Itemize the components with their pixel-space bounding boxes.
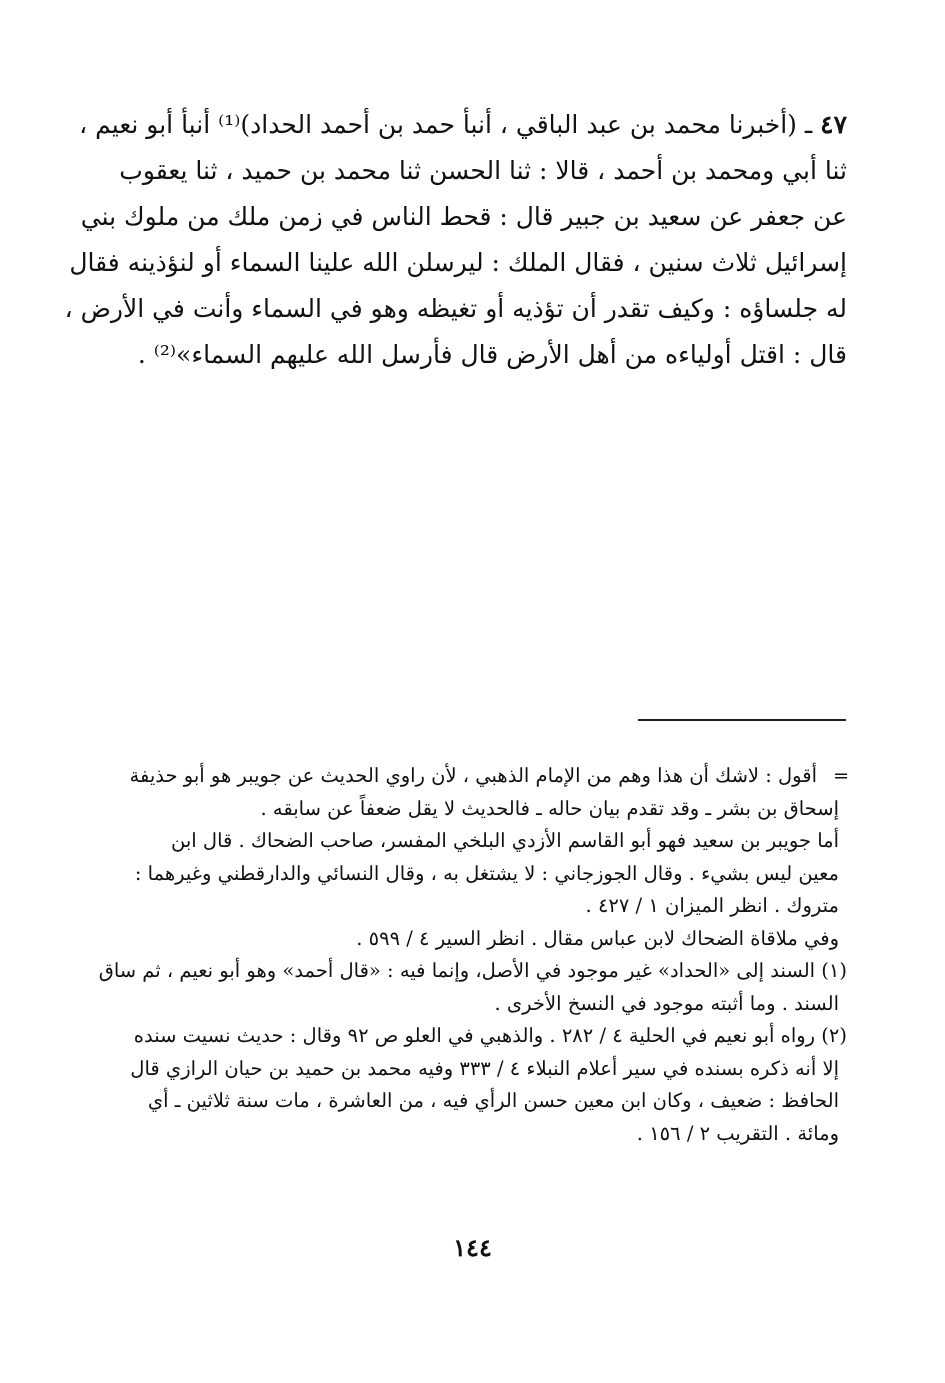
footnote-line: معين ليس بشيء . وقال الجوزجاني : لا يشتغل به ، وقال النسائي والدارقطني وغيرهما : <box>134 861 839 885</box>
hadith-line-text: ـ (أخبرنا محمد بن عبد الباقي ، أنبأ حمد بن أحمد الحداد)⁽¹⁾ أنبأ أبو نعيم ، <box>79 110 813 139</box>
hadith-line <box>79 102 847 148</box>
footnote-line: إسحاق بن بشر ـ وقد تقدم بيان حاله ـ فالحديث لا يقل ضعفاً عن سابقه . <box>260 796 839 820</box>
footnote-line: ومائة . التقريب ٢ / ١٥٦ . <box>636 1121 839 1145</box>
footnote-line: إلا أنه ذكره بسنده في سير أعلام النبلاء ٤ / ٣٣٣ وفيه محمد بن حميد بن حيان الرازي قال <box>130 1056 839 1080</box>
footnote-line: الحافظ : ضعيف ، وكان ابن معين حسن الرأي فيه ، من العاشرة ، مات سنة ثلاثين ـ أي <box>147 1089 839 1112</box>
footnote-line: السند . وما أثبته موجود في النسخ الأخرى . <box>494 991 839 1015</box>
footnote-line: وفي ملاقاة الضحاك لابن عباس مقال . انظر السير ٤ / ٥٩٩ . <box>356 926 839 950</box>
footnote-line: أما جويبر بن سعيد فهو أبو القاسم الأزدي البلخي المفسر، صاحب الضحاك . قال ابن <box>171 829 839 852</box>
footnotes <box>95 760 847 1150</box>
hadith-line: قال : اقتل أولياءه من أهل الأرض قال فأرسل الله عليهم السماء»⁽²⁾ . <box>137 340 847 369</box>
hadith-line: عن جعفر عن سعيد بن جبير قال : قحط الناس في زمن ملك من ملوك بني <box>80 202 847 231</box>
footnote-continuation <box>95 760 847 955</box>
hadith-line: له جلساؤه : وكيف تقدر أن تؤذيه أو تغيظه وهو في السماء وأنت في الأرض ، <box>64 294 847 323</box>
hadith-text <box>64 102 847 378</box>
footnote-2 <box>95 1020 847 1150</box>
footnote-line: متروك . انظر الميزان ١ / ٤٢٧ . <box>585 894 839 917</box>
footnote-line: (٢) رواه أبو نعيم في الحلية ٤ / ٢٨٢ . والذهبي في العلو ص ٩٢ وقال : حديث نسيت سنده <box>133 1024 847 1047</box>
page-number: ١٤٤ <box>453 1233 492 1262</box>
footnote-separator <box>638 719 846 721</box>
footnote-1 <box>95 955 847 1020</box>
continuation-mark: = <box>833 765 849 787</box>
hadith-line: إسرائيل ثلاث سنين ، فقال الملك : ليرسلن الله علينا السماء أو لنؤذينه فقال <box>69 248 847 277</box>
hadith-line: ثنا أبي ومحمد بن أحمد ، قالا : ثنا الحسن ثنا محمد بن حميد ، ثنا يعقوب <box>119 156 847 185</box>
hadith-number: ٤٧ <box>820 110 847 139</box>
footnote-line: أقول : لاشك أن هذا وهم من الإمام الذهبي ، لأن راوي الحديث عن جويبر هو أبو حذيفة <box>129 764 817 787</box>
footnote-line: (١) السند إلى «الحداد» غير موجود في الأصل، وإنما فيه : «قال أحمد» وهو أبو نعيم ، ثم ساق <box>98 959 847 982</box>
